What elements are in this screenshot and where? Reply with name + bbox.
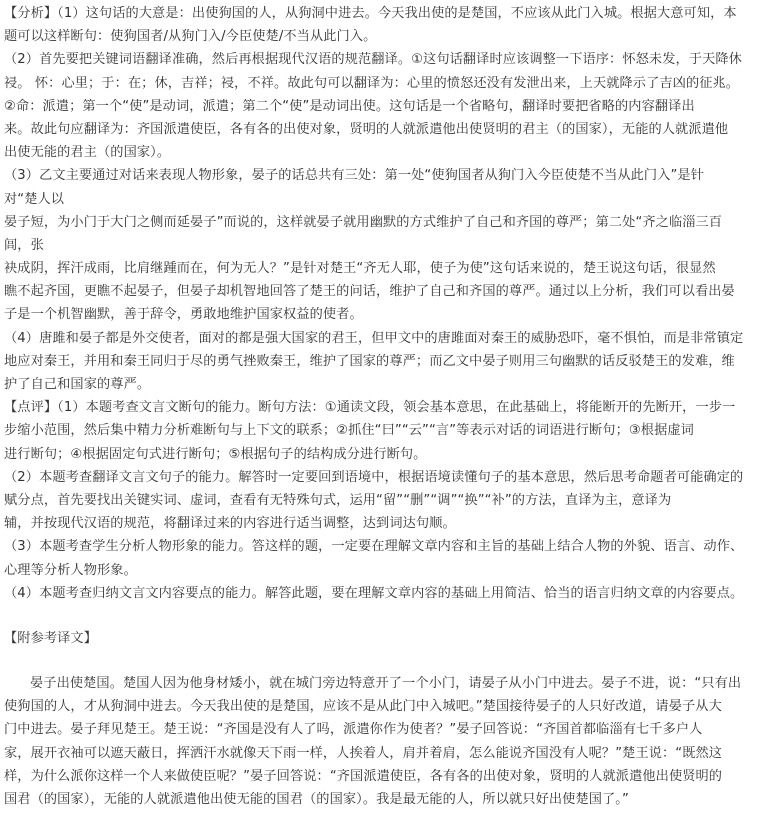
translation-line: 使狗国的人，才从狗洞中进去。今天我出使的是楚国，应该不是从此门中入城吧。”楚国接待晏子的人只好改道，请晏子从大	[4, 699, 722, 715]
translation-line: 家，展开衣袖可以遮天蔽日，挥洒汗水就像天下雨一样，人挨着人，肩并着肩，怎么能说齐国没有人呢？”楚王说：“既然这	[4, 745, 723, 761]
analysis-line: （4）唐雎和晏子都是外交使者，面对的都是强大国家的君王，但甲文中的唐雎面对秦王的威胁恐吓，毫不惧怕，而是非常镇定	[4, 330, 744, 346]
analysis-line: 出使无能的君主（的国家）。	[4, 145, 171, 161]
analysis-line: （2）首先要把关键词语翻译准确，然后再根据现代汉语的规范翻译。①这句话翻译时应该调整一下语序：怀怒未发，于天降休	[4, 52, 742, 68]
analysis-line: 瞧不起齐国，更瞧不起晏子，但晏子却机智地回答了楚王的问话，维护了自己和齐国的尊严。通过以上分析，我们可以看出晏	[4, 284, 735, 300]
comment-line: （3）本题考查学生分析人物形象的能力。答这样的题，一定要在理解文章内容和主旨的基础上结合人物的外貌、语言、动作、	[4, 539, 744, 555]
translation-section	[4, 627, 774, 811]
translation-line: 晏子出使楚国。楚国人因为他身材矮小，就在城门旁边特意开了一个小门，请晏子从小门中进去。晏子不进，说：“只有出	[30, 676, 742, 692]
analysis-line: （3）乙文主要通过对话来表现人物形象，晏子的话总共有三处：第一处“使狗国者从狗门入今臣使楚不当从此门入”是针	[4, 168, 705, 184]
analysis-line: 子是一个机智幽默，善于辞令，勇敢地维护国家权益的使者。	[4, 307, 363, 323]
comment-line: 进行断句；④根据固定句式进行断句；⑤根据句子的结构成分进行断句。	[4, 446, 427, 462]
analysis-section	[4, 2, 774, 396]
analysis-line: 题可以这样断句：使狗国者/从狗门入/今臣使楚/不当从此门入。	[4, 29, 377, 45]
analysis-line: 晏子短，为小门于大门之侧而延晏子”而说的，这样就晏子就用幽默的方式维护了自己和齐国的尊严；第二处“齐之临淄三百	[4, 214, 723, 230]
translation-heading: 【附参考译文】	[4, 630, 98, 646]
comment-line: 心理等分析人物形象。	[4, 562, 137, 578]
analysis-line: 来。故此句应翻译为：齐国派遣使臣，各有各的出使对象，贤明的人就派遣他出使贤明的君主（的国家），无能的人就派遣他	[4, 121, 729, 137]
analysis-line: 袂成阴，挥汗成雨，比肩继踵而在，何为无人？”是针对楚王“齐无人耶，使子为使”这句话来说的，楚王说这句话，很显然	[4, 261, 716, 277]
section-spacer	[4, 650, 774, 672]
analysis-line: 闾，张	[4, 237, 44, 253]
comment-section	[4, 396, 774, 605]
analysis-line: 地应对秦王，并用和秦王同归于尽的勇气挫败秦王，维护了国家的尊严；而乙文中晏子则用三句幽默的话反驳楚王的发难，维	[4, 353, 735, 369]
comment-line: 辅，并按现代汉语的规范，将翻译过来的内容进行适当调整，达到词达句顺。	[4, 516, 456, 532]
analysis-line: 【分析】（1）这句话的大意是：出使狗国的人，从狗洞中进去。今天我出使的是楚国，不应该从此门入城。根据大意可知，本	[4, 6, 737, 21]
analysis-line: 祲。 怀：心里；于：在；休，吉祥；祲，不祥。故此句可以翻译为：心里的愤怒还没有发泄出来，上天就降示了吉凶的征兆。	[4, 75, 740, 91]
comment-line: 赋分点，首先要找出关键实词、虚词，查看有无特殊句式，运用“留”“删”“调”“换”“补”的方法，直译为主，意译为	[4, 492, 672, 508]
comment-line: 步缩小范围，然后集中精力分析难断句与上下文的联系；②抓住“曰”“云”“言”等表示对话的词语进行断句；③根据虚词	[4, 423, 694, 439]
comment-line: （4）本题考查归纳文言文内容要点的能力。解答此题，要在理解文章内容的基础上用简洁、恰当的语言归纳文章的内容要点。	[4, 585, 744, 601]
comment-line: 【点评】（1）本题考查文言文断句的能力。断句方法：①通读文段，领会基本意思，在此基础上，将能断开的先断开，一步一	[4, 400, 736, 416]
comment-line: （2）本题考查翻译文言文句子的能力。解答时一定要回到语境中，根据语境读懂句子的基本意思，然后思考命题者可能确定的	[4, 469, 744, 485]
analysis-line: 对“楚人以	[4, 191, 65, 207]
translation-line: 门中进去。晏子拜见楚王。楚王说：“齐国是没有人了吗，派遣你作为使者？”晏子回答说：“齐国首都临淄有七千多户人	[4, 722, 703, 738]
section-spacer	[4, 605, 774, 627]
analysis-line: 护了自己和国家的尊严。	[4, 377, 151, 392]
analysis-line: ②命：派遣；第一个“使”是动词，派遣；第二个“使”是动词出使。这句话是一个省略句，翻译时要把省略的内容翻译出	[4, 98, 695, 114]
translation-line: 样，为什么派你这样一个人来做使臣呢？”晏子回答说：“齐国派遣使臣，各有各的出使对象，贤明的人就派遣他出使贤明的	[4, 768, 723, 784]
translation-line: 国君（的国家），无能的人就派遣他出使无能的国君（的国家）。我是最无能的人，所以就只好出使楚国了。”	[4, 792, 629, 807]
